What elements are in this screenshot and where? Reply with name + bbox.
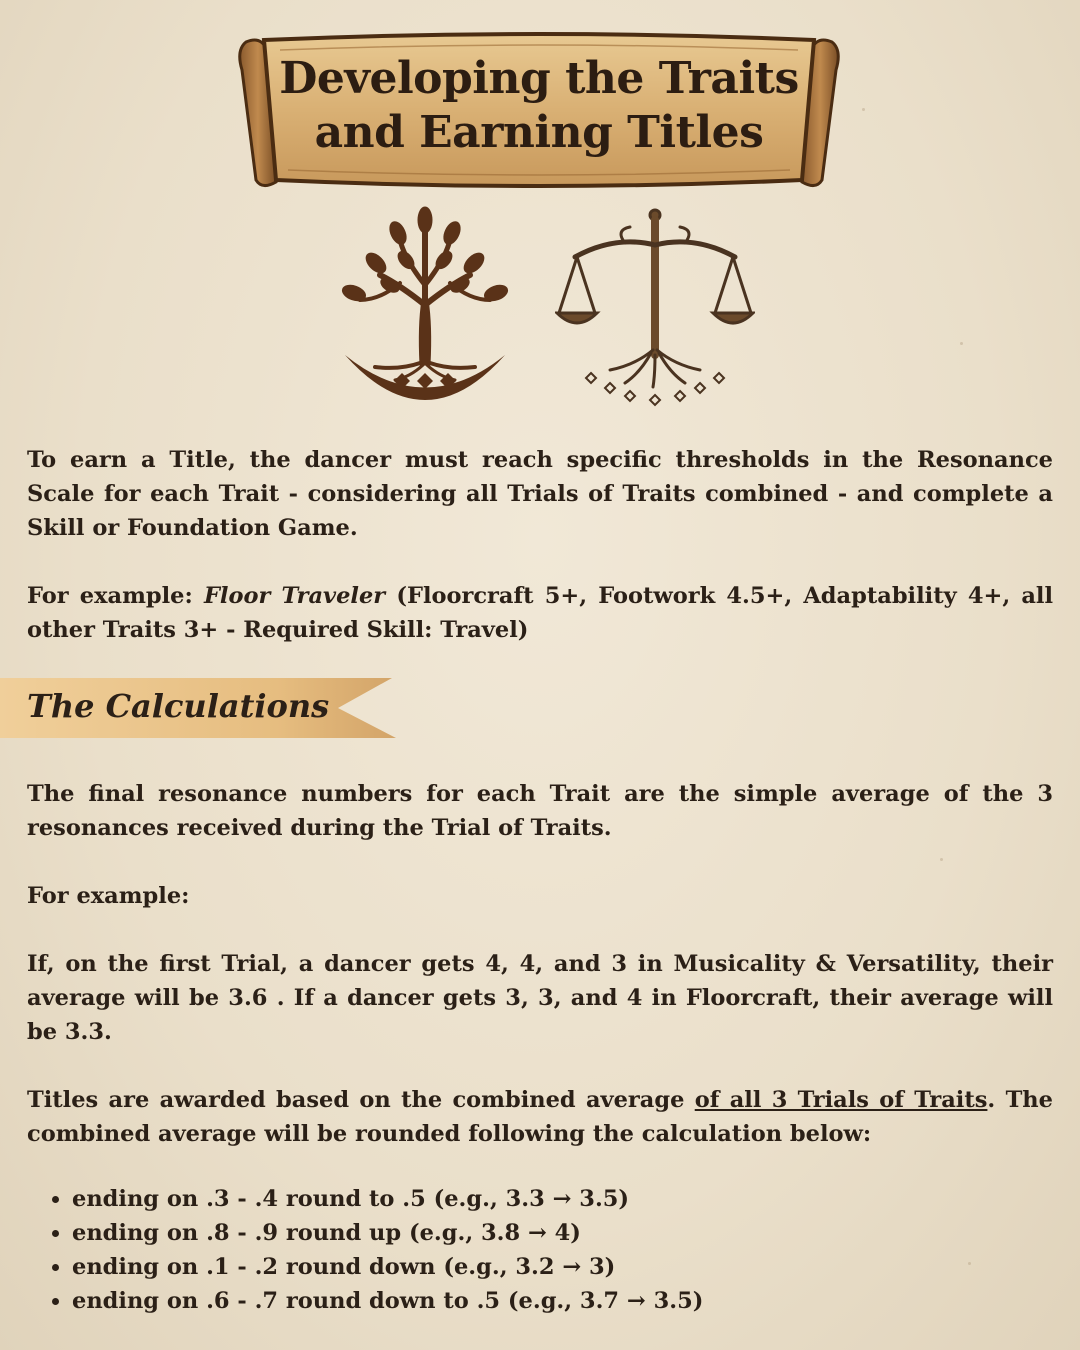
- list-item: • ending on .3 - .4 round to .5 (e.g., 3.3 → 3.5): [72, 1182, 972, 1216]
- rounding-rules-list: [46, 1182, 972, 1318]
- p4-underlined: of all 3 Trials of Traits: [694, 1087, 988, 1113]
- balance-scale-tree-icon: [555, 205, 755, 415]
- p4-before: Titles are awarded based on the combined average: [27, 1087, 695, 1113]
- page-title-line-2: and Earning Titles: [314, 107, 764, 158]
- intro-paragraph: To earn a Title, the dancer must reach specific thresholds in the Resonance Scale for each Trait - considering all Trials of Traits combined - and complete a Skill or Foundation Game.: [27, 447, 1053, 541]
- calculation-paragraph-2: For example:: [27, 883, 190, 909]
- page-title-line-1: Developing the Traits: [279, 53, 799, 104]
- intro-example: [27, 579, 1053, 647]
- title-banner: [236, 30, 842, 190]
- list-item: • ending on .6 - .7 round down to .5 (e.g., 3.7 → 3.5): [72, 1284, 972, 1318]
- calculation-paragraph-3: If, on the first Trial, a dancer gets 4, 4, and 3 in Musicality & Versatility, their average will be 3.6 . If a dancer gets 3, 3, and 4 in Floorcraft, their average will be 3.3.: [27, 951, 1053, 1045]
- emblem-row: [0, 205, 1080, 415]
- section-title: The Calculations: [27, 687, 330, 725]
- example-details: (Floorcraft 5+, Footwork 4.5+, Adaptability 4+, all other Traits 3+ - Required Skill: Travel): [27, 583, 1053, 643]
- example-title: Floor Traveler: [203, 583, 386, 609]
- p4-after: . The combined average will be rounded following the calculation below:: [27, 1087, 1053, 1147]
- list-item: • ending on .8 - .9 round up (e.g., 3.8 → 4): [72, 1216, 972, 1250]
- paper-speck: [940, 858, 943, 861]
- section-header: [0, 676, 400, 740]
- page-title: [276, 52, 802, 160]
- calculation-paragraph-4: [27, 1083, 1053, 1151]
- calculation-paragraph-1: The final resonance numbers for each Trait are the simple average of the 3 resonances received during the Trial of Traits.: [27, 781, 1053, 841]
- list-item: • ending on .1 - .2 round down (e.g., 3.2 → 3): [72, 1250, 972, 1284]
- tree-of-life-icon: [340, 205, 510, 415]
- example-prefix: For example:: [27, 583, 204, 609]
- paper-speck: [862, 108, 865, 111]
